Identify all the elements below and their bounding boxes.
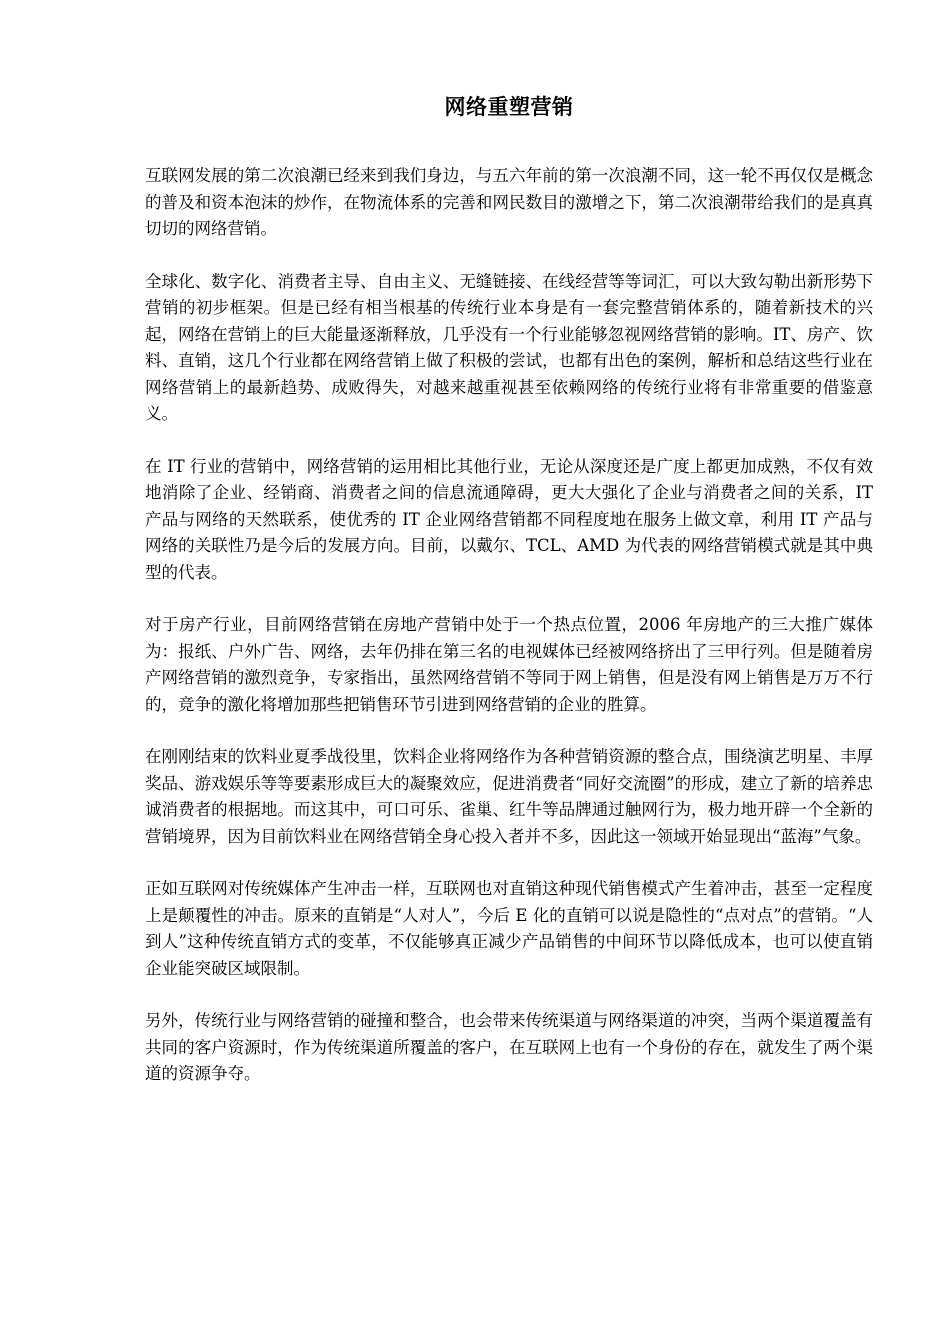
document-title: 网络重塑营销 [444,94,574,119]
paragraph-1: 互联网发展的第二次浪潮已经来到我们身边，与五六年前的第一次浪潮不同，这一轮不再仅仅是概念的普及和资本泡沫的炒作，在物流体系的完善和网民数目的激增之下，第二次浪潮带给我们的是真真切切的网络营销。 [145,166,873,238]
document-body [145,163,873,1114]
paragraph-6: 正如互联网对传统媒体产生冲击一样，互联网也对直销这种现代销售模式产生着冲击，甚至一定程度上是颠覆性的冲击。原来的直销是“人对人”，今后 E 化的直销可以说是隐性的“点对点”的营销。“人到人”这种传统直销方式的变革，不仅能够真正减少产品销售的中间环节以降低成本，也可以使直销企业能突破区域限制。 [145,879,873,978]
paragraph-5: 在刚刚结束的饮料业夏季战役里，饮料企业将网络作为各种营销资源的整合点，围绕演艺明星、丰厚奖品、游戏娱乐等等要素形成巨大的凝聚效应，促进消费者“同好交流圈”的形成，建立了新的培养忠诚消费者的根据地。而这其中，可口可乐、雀巢、红牛等品牌通过触网行为，极力地开辟一个全新的营销境界，因为目前饮料业在网络营销全身心投入者并不多，因此这一领域开始显现出“蓝海”气象。 [145,747,873,846]
paragraph-4: 对于房产行业，目前网络营销在房地产营销中处于一个热点位置，2006 年房地产的三大推广媒体为：报纸、户外广告、网络，去年仍排在第三名的电视媒体已经被网络挤出了三甲行列。但是随着房产网络营销的激烈竞争，专家指出，虽然网络营销不等同于网上销售，但是没有网上销售是万万不行的，竞争的激化将增加那些把销售环节引进到网络营销的企业的胜算。 [145,615,873,714]
paragraph-3: 在 IT 行业的营销中，网络营销的运用相比其他行业，无论从深度还是广度上都更加成熟，不仅有效地消除了企业、经销商、消费者之间的信息流通障碍，更大大强化了企业与消费者之间的关系，IT 产品与网络的天然联系，使优秀的 IT 企业网络营销都不同程度地在服务上做文章，利用 IT 产品与网络的关联性乃是今后的发展方向。目前，以戴尔、TCL、AMD 为代表的网络营销模式就是其中典型的代表。 [145,456,873,582]
paragraph-2: 全球化、数字化、消费者主导、自由主义、无缝链接、在线经营等等词汇，可以大致勾勒出新形势下营销的初步框架。但是已经有相当根基的传统行业本身是有一套完整营销体系的，随着新技术的兴起，网络在营销上的巨大能量逐渐释放，几乎没有一个行业能够忽视网络营销的影响。IT、房产、饮料、直销，这几个行业都在网络营销上做了积极的尝试，也都有出色的案例，解析和总结这些行业在网络营销上的最新趋势、成败得失，对越来越重视甚至依赖网络的传统行业将有非常重要的借鉴意义。 [145,271,873,423]
paragraph-7: 另外，传统行业与网络营销的碰撞和整合，也会带来传统渠道与网络渠道的冲突，当两个渠道覆盖有共同的客户资源时，作为传统渠道所覆盖的客户，在互联网上也有一个身份的存在，就发生了两个渠道的资源争夺。 [145,1011,873,1083]
